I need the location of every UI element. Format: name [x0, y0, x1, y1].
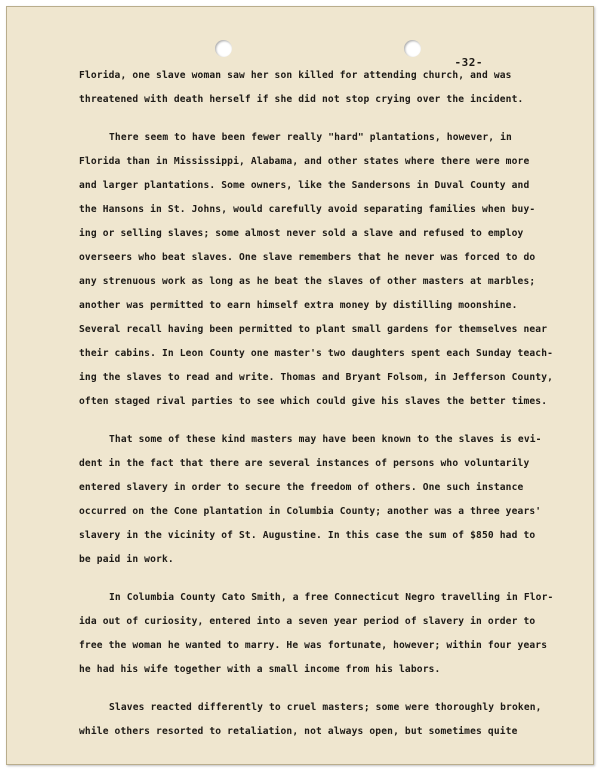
- text-line: There seem to have been fewer really "hard" plantations, however, in: [109, 132, 512, 143]
- text-line: he had his wife together with a small income from his labors.: [79, 664, 441, 675]
- text-line: their cabins. In Leon County one master's two daughters spent each Sunday teach-: [79, 348, 554, 359]
- text-line: often staged rival parties to see which could give his slaves the better times.: [79, 396, 548, 407]
- paragraph-4: [79, 586, 554, 682]
- text-line: the Hansons in St. Johns, would carefully avoid separating families when buy-: [79, 204, 536, 215]
- paragraph-5: [79, 696, 542, 744]
- paragraph-2: [79, 126, 554, 414]
- text-line: Slaves reacted differently to cruel masters; some were thoroughly broken,: [109, 702, 542, 713]
- punch-hole-left: [215, 40, 232, 57]
- text-line: ida out of curiosity, entered into a seven year period of slavery in order to: [79, 616, 536, 627]
- text-line: ing or selling slaves; some almost never sold a slave and refused to employ: [79, 228, 524, 239]
- text-line: and larger plantations. Some owners, like the Sandersons in Duval County and: [79, 180, 530, 191]
- page-body: [79, 64, 554, 744]
- text-line: That some of these kind masters may have been known to the slaves is evi-: [109, 434, 542, 445]
- text-line: any strenuous work as long as he beat the slaves of other masters at marbles;: [79, 276, 536, 287]
- text-line: ing the slaves to read and write. Thomas and Bryant Folsom, in Jefferson County,: [79, 372, 554, 383]
- text-line: threatened with death herself if she did not stop crying over the incident.: [79, 94, 524, 105]
- text-line: In Columbia County Cato Smith, a free Connecticut Negro travelling in Flor-: [109, 592, 554, 603]
- text-line: free the woman he wanted to marry. He was fortunate, however; within four years: [79, 640, 548, 651]
- text-line: Florida, one slave woman saw her son killed for attending church, and was: [79, 70, 512, 81]
- text-line: slavery in the vicinity of St. Augustine. In this case the sum of $850 had to: [79, 530, 536, 541]
- paragraph-3: [79, 428, 542, 572]
- text-line: be paid in work.: [79, 554, 174, 565]
- text-line: entered slavery in order to secure the freedom of others. One such instance: [79, 482, 524, 493]
- text-line: Florida than in Mississippi, Alabama, and other states where there were more: [79, 156, 530, 167]
- text-line: another was permitted to earn himself extra money by distilling moonshine.: [79, 300, 518, 311]
- text-line: overseers who beat slaves. One slave remembers that he never was forced to do: [79, 252, 536, 263]
- text-line: occurred on the Cone plantation in Columbia County; another was a three years': [79, 506, 542, 517]
- page-number: -32-: [454, 56, 483, 69]
- text-line: while others resorted to retaliation, not always open, but sometimes quite: [79, 726, 518, 737]
- text-line: Several recall having been permitted to plant small gardens for themselves near: [79, 324, 548, 335]
- text-line: dent in the fact that there are several instances of persons who voluntarily: [79, 458, 530, 469]
- paragraph-1: [79, 64, 523, 112]
- punch-hole-right: [404, 40, 421, 57]
